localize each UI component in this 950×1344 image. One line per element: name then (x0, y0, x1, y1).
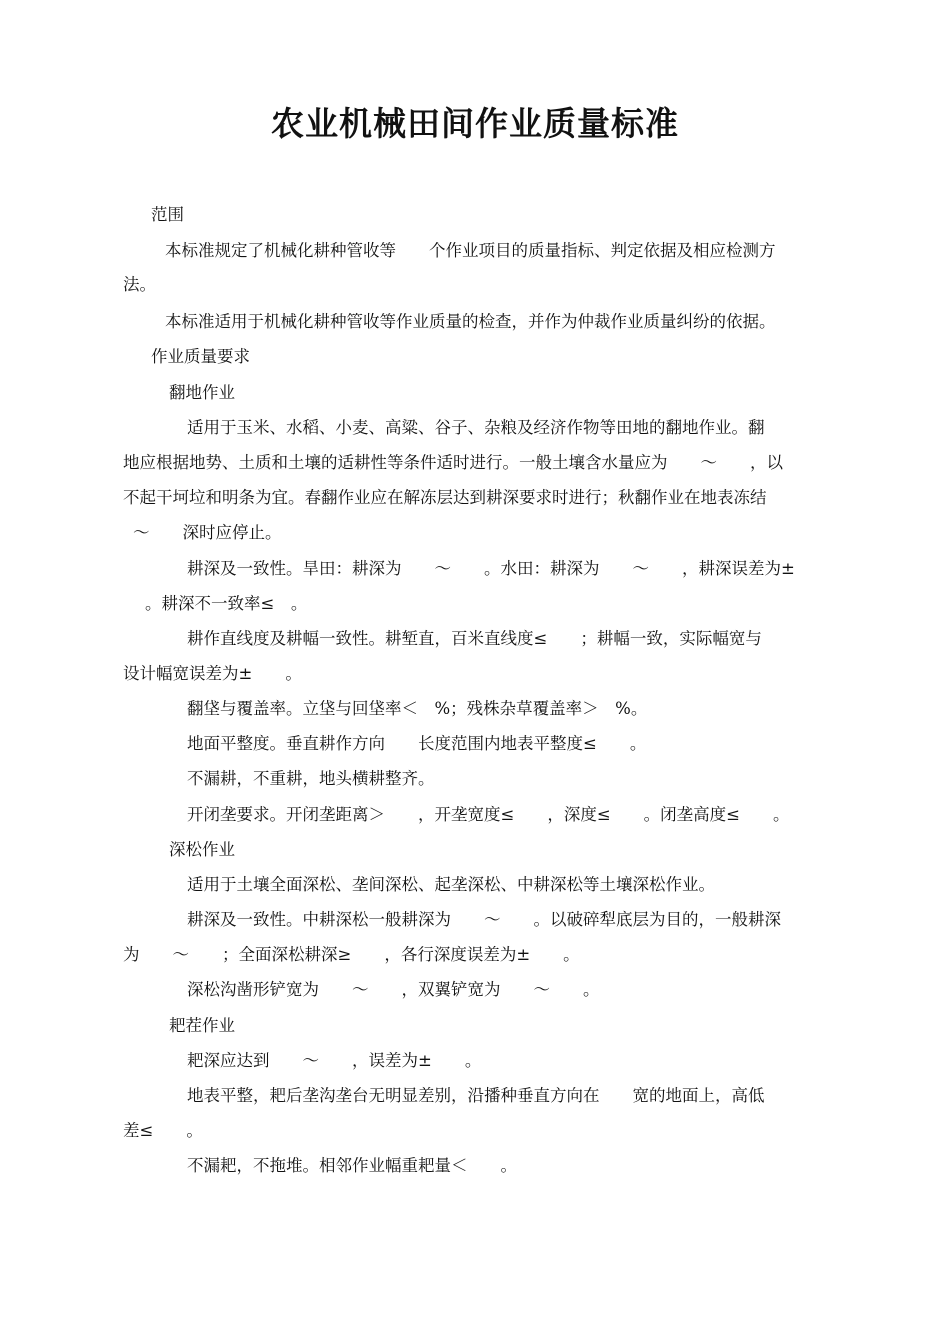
paragraph-line: 本标准规定了机械化耕种管收等 个作业项目的质量指标、判定依据及相应检测方 (165, 241, 776, 260)
paragraph-line: 地应根据地势、土质和土壤的适耕性等条件适时进行。一般土壤含水量应为 ～ ，以 (123, 453, 783, 472)
paragraph-line: 深松沟凿形铲宽为 ～ ，双翼铲宽为 ～ 。 (187, 980, 600, 999)
section-heading-quality: 作业质量要求 (151, 347, 250, 366)
paragraph-line: 。耕深不一致率≤ 。 (145, 594, 308, 613)
section-heading-scope: 范围 (151, 205, 184, 224)
paragraph-line: 耙深应达到 ～ ，误差为± 。 (187, 1051, 482, 1070)
subsection-heading-subsoiling: 深松作业 (169, 840, 235, 859)
paragraph-line: 耕深及一致性。中耕深松一般耕深为 ～ 。以破碎犁底层为目的，一般耕深 (187, 910, 781, 929)
paragraph-line: 耕深及一致性。旱田：耕深为 ～ 。水田：耕深为 ～ ，耕深误差为± (187, 559, 795, 578)
paragraph-line: 本标准适用于机械化耕种管收等作业质量的检查，并作为仲裁作业质量纠纷的依据。 (165, 312, 776, 331)
paragraph-line: ～ 深时应停止。 (133, 523, 282, 542)
paragraph-line: 不起干坷垃和明条为宜。春翻作业应在解冻层达到耕深要求时进行；秋翻作业在地表冻结 (123, 488, 767, 507)
paragraph-line: 差≤ 。 (123, 1121, 203, 1140)
paragraph-line: 不漏耙，不拖堆。相邻作业幅重耙量＜ 。 (187, 1156, 517, 1175)
paragraph-line: 适用于土壤全面深松、垄间深松、起垄深松、中耕深松等土壤深松作业。 (187, 875, 715, 894)
paragraph-line: 设计幅宽误差为± 。 (123, 664, 302, 683)
paragraph-line: 地表平整，耙后垄沟垄台无明显差别，沿播种垂直方向在 宽的地面上，高低 (187, 1086, 765, 1105)
document-title: 农业机械田间作业质量标准 (271, 104, 679, 143)
paragraph-line: 地面平整度。垂直耕作方向 长度范围内地表平整度≤ 。 (187, 734, 647, 753)
paragraph-line: 为 ～ ；全面深松耕深≥ ，各行深度误差为± 。 (123, 945, 580, 964)
subsection-heading-plowing: 翻地作业 (169, 383, 235, 402)
subsection-heading-harrowing: 耙茬作业 (169, 1016, 235, 1035)
paragraph-line: 翻垡与覆盖率。立垡与回垡率＜ %；残株杂草覆盖率＞ %。 (187, 699, 648, 718)
paragraph-line: 适用于玉米、水稻、小麦、高粱、谷子、杂粮及经济作物等田地的翻地作业。翻 (187, 418, 765, 437)
paragraph-line: 不漏耕，不重耕，地头横耕整齐。 (187, 769, 435, 788)
paragraph-line: 耕作直线度及耕幅一致性。耕堑直，百米直线度≤ ；耕幅一致，实际幅宽与 (187, 629, 762, 648)
paragraph-line: 法。 (123, 275, 156, 294)
paragraph-line: 开闭垄要求。开闭垄距离＞ ，开垄宽度≤ ，深度≤ 。闭垄高度≤ 。 (187, 805, 790, 824)
